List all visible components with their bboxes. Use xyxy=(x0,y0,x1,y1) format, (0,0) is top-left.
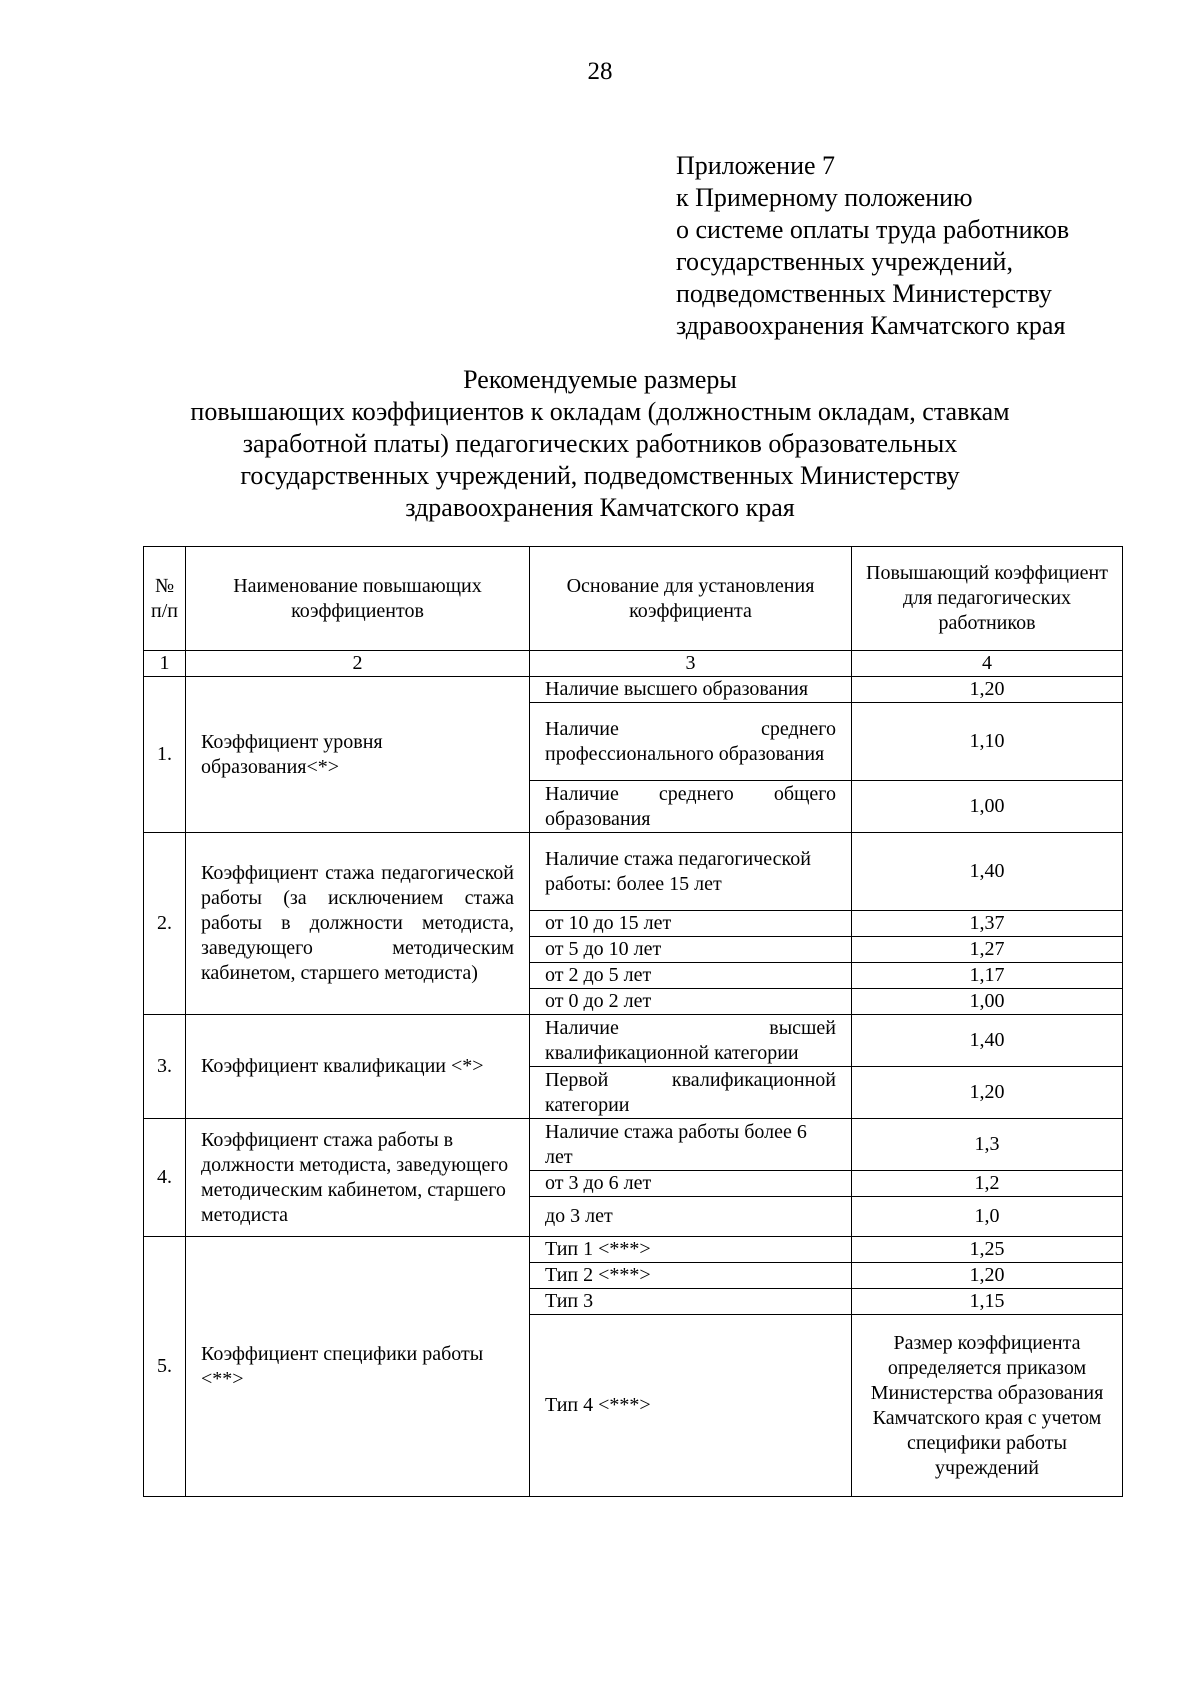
appendix-line: подведомственных Министерству xyxy=(676,279,1052,308)
table-row xyxy=(144,1015,1123,1067)
coefficient-name: Коэффициент стажа работы в должности методиста, заведующего методическим кабинетом, старшего методиста xyxy=(186,1119,530,1237)
row-number: 4. xyxy=(144,1119,186,1237)
basis-cell: от 5 до 10 лет xyxy=(530,937,852,963)
basis-cell: Наличие высшего образования xyxy=(530,677,852,703)
title-line: здравоохранения Камчатского края xyxy=(405,493,795,522)
table-row xyxy=(144,1119,1123,1171)
column-numbers-row xyxy=(144,651,1123,677)
appendix-note xyxy=(676,150,1176,342)
coefficient-name: Коэффициент уровня образования<*> xyxy=(186,677,530,833)
row-number: 5. xyxy=(144,1237,186,1497)
coefficient-value: 1,25 xyxy=(852,1237,1123,1263)
coefficient-value: 1,15 xyxy=(852,1289,1123,1315)
basis-cell: Наличие стажа работы более 6 лет xyxy=(530,1119,852,1171)
page-number: 28 xyxy=(587,58,613,85)
basis-cell: Тип 2 <***> xyxy=(530,1263,852,1289)
basis-cell: от 3 до 6 лет xyxy=(530,1171,852,1197)
table-row xyxy=(144,677,1123,703)
basis-cell: Тип 3 xyxy=(530,1289,852,1315)
header-name: Наименование повышающих коэффициентов xyxy=(186,547,530,651)
coefficient-value: 1,3 xyxy=(852,1119,1123,1171)
basis-cell: Наличие высшей квалификационной категории xyxy=(530,1015,852,1067)
title-line: государственных учреждений, подведомственных Министерству xyxy=(240,461,960,490)
appendix-line: здравоохранения Камчатского края xyxy=(676,311,1066,340)
basis-cell: Тип 4 <***> xyxy=(530,1315,852,1497)
column-number: 1 xyxy=(144,651,186,677)
coefficient-name: Коэффициент специфики работы <**> xyxy=(186,1237,530,1497)
appendix-line: о системе оплаты труда работников xyxy=(676,215,1070,244)
appendix-line: государственных учреждений, xyxy=(676,247,1013,276)
row-number: 1. xyxy=(144,677,186,833)
coefficient-value: 1,27 xyxy=(852,937,1123,963)
basis-cell: от 0 до 2 лет xyxy=(530,989,852,1015)
coefficient-value: 1,37 xyxy=(852,911,1123,937)
header-num: № п/п xyxy=(144,547,186,651)
basis-cell: Первой квалификационной категории xyxy=(530,1067,852,1119)
appendix-line: к Примерному положению xyxy=(676,183,973,212)
header-coef: Повышающий коэффициент для педагогических работников xyxy=(852,547,1123,651)
column-number: 2 xyxy=(186,651,530,677)
title-line: Рекомендуемые размеры xyxy=(463,365,737,394)
coefficient-name: Коэффициент стажа педагогической работы (за исключением стажа работы в должности методиста, заведующего методическим кабинетом, старшего методиста) xyxy=(186,833,530,1015)
basis-cell: Наличие стажа педагогической работы: более 15 лет xyxy=(530,833,852,911)
coefficient-value: 1,40 xyxy=(852,1015,1123,1067)
coefficient-value: 1,17 xyxy=(852,963,1123,989)
appendix-line: Приложение 7 xyxy=(676,151,836,180)
coefficient-name: Коэффициент квалификации <*> xyxy=(186,1015,530,1119)
coefficient-value: 1,20 xyxy=(852,1067,1123,1119)
basis-cell: Тип 1 <***> xyxy=(530,1237,852,1263)
basis-cell: Наличие среднего профессионального образования xyxy=(530,703,852,781)
column-number: 3 xyxy=(530,651,852,677)
table-row xyxy=(144,1237,1123,1263)
coefficient-value: Размер коэффициента определяется приказом Министерства образования Камчатского края с учетом специфики работы учреждений xyxy=(852,1315,1123,1497)
header-basis: Основание для установления коэффициента xyxy=(530,547,852,651)
coefficient-value: 1,20 xyxy=(852,1263,1123,1289)
document-title xyxy=(100,364,1100,524)
coefficient-value: 1,00 xyxy=(852,989,1123,1015)
table-header-row xyxy=(144,547,1123,651)
basis-cell: от 10 до 15 лет xyxy=(530,911,852,937)
coefficient-value: 1,2 xyxy=(852,1171,1123,1197)
table-row xyxy=(144,833,1123,911)
basis-cell: от 2 до 5 лет xyxy=(530,963,852,989)
coefficient-value: 1,20 xyxy=(852,677,1123,703)
basis-cell: до 3 лет xyxy=(530,1197,852,1237)
title-line: заработной платы) педагогических работников образовательных xyxy=(242,429,958,458)
basis-cell: Наличие среднего общего образования xyxy=(530,781,852,833)
coefficient-value: 1,10 xyxy=(852,703,1123,781)
column-number: 4 xyxy=(852,651,1123,677)
coefficient-value: 1,40 xyxy=(852,833,1123,911)
row-number: 2. xyxy=(144,833,186,1015)
row-number: 3. xyxy=(144,1015,186,1119)
coefficient-value: 1,0 xyxy=(852,1197,1123,1237)
title-line: повышающих коэффициентов к окладам (должностным окладам, ставкам xyxy=(190,397,1010,426)
coefficients-table xyxy=(143,546,1123,1497)
coefficient-value: 1,00 xyxy=(852,781,1123,833)
